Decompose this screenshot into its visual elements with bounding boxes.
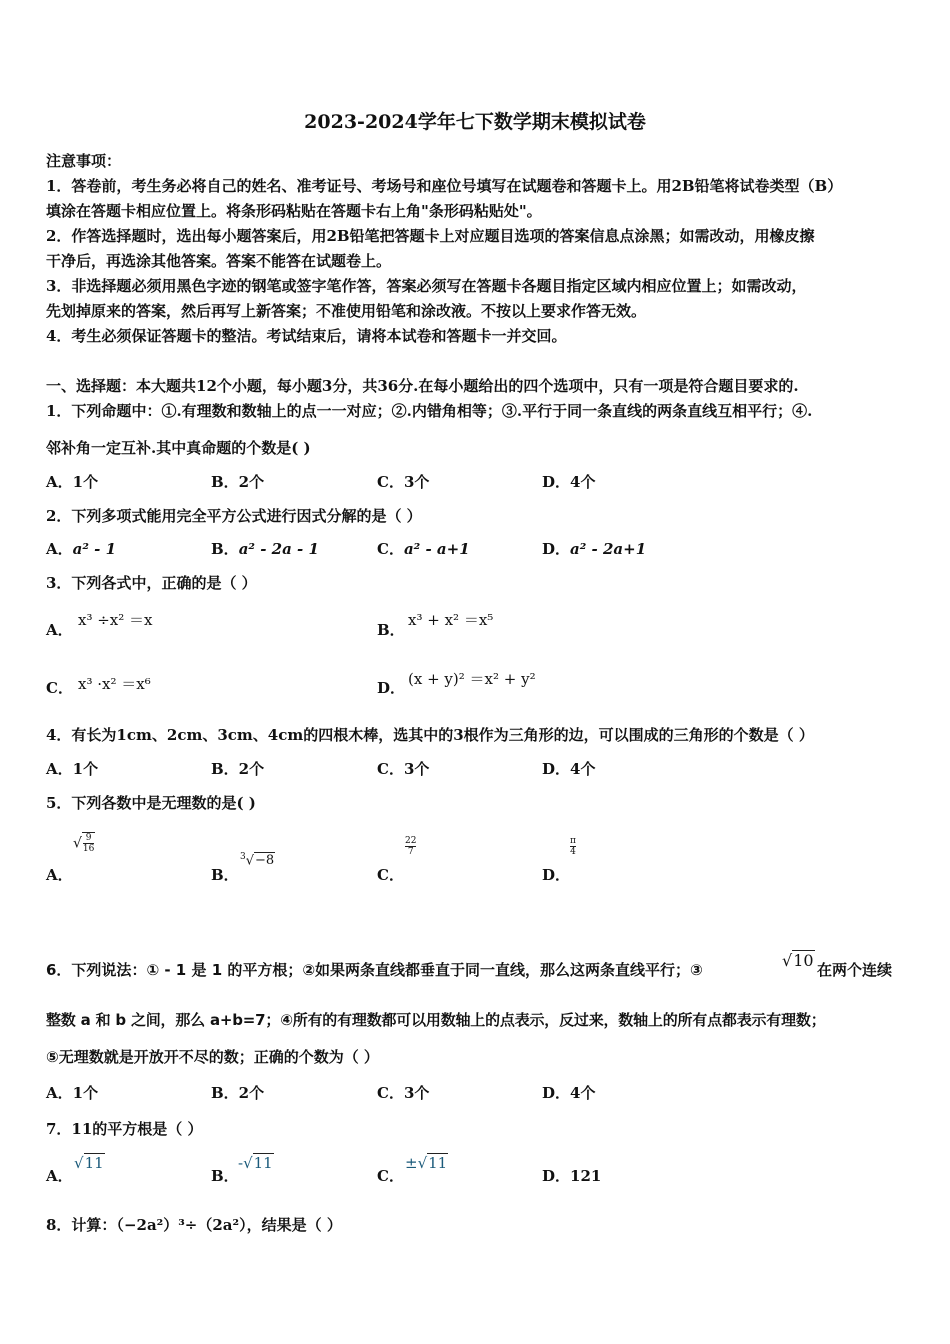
option-expr: a² - 2a - 1 [238, 540, 319, 558]
fraction-numerator: π [570, 836, 576, 846]
question-6-stem: 整数 a 和 b 之间，那么 a+b=7；④所有的有理数都可以用数轴上的点表示，反过来，数轴上的所有点都表示有理数； [46, 1011, 826, 1029]
question-6-stem: ⑤无理数就是开放开不尽的数；正确的个数为（ ） [46, 1048, 379, 1066]
option-c [377, 539, 470, 559]
notice-line: 干净后，再选涂其他答案。答案不能答在试题卷上。 [46, 252, 392, 270]
notice-line: 1．答卷前，考生务必将自己的姓名、准考证号、考场号和座位号填写在试题卷和答题卡上。用2B铅笔将试卷类型（B） [46, 177, 843, 195]
option-d: D．4个 [542, 1084, 596, 1102]
fraction-numerator: 9 [83, 833, 94, 844]
option-a-expr: √ $\frac{9}{16}$ [73, 833, 95, 854]
option-c-label: C． [377, 1167, 404, 1185]
sign: ± [405, 1154, 418, 1172]
option-a [46, 539, 116, 559]
option-a-expr: √11 [74, 1154, 104, 1172]
notice-line: 填涂在答题卡相应位置上。将条形码粘贴在答题卡右上角"条形码粘贴处"。 [46, 202, 542, 220]
option-c: C．3个 [377, 1084, 430, 1102]
option-c: C．3个 [377, 760, 430, 778]
radicand: −8 [255, 853, 275, 869]
option-label: C． [377, 540, 404, 558]
fraction-denominator: 16 [82, 844, 95, 854]
option-d-label: D． [377, 679, 406, 697]
option-expr: a² - 2a+1 [570, 540, 647, 558]
question-6-stem: 6．下列说法：① - 1 是 1 的平方根；②如果两条直线都垂直于同一直线，那么这两条直线平行；③ [46, 961, 703, 979]
sqrt-10-expr: √10 [782, 951, 814, 970]
option-label: B． [211, 540, 239, 558]
option-b-expr: -√11 [238, 1154, 273, 1172]
option-d: D．4个 [542, 760, 596, 778]
option-a: A．1个 [46, 760, 99, 778]
option-b [211, 539, 319, 559]
option-b-label: B． [211, 866, 239, 884]
option-d [542, 539, 646, 559]
option-expr: a² - a+1 [403, 540, 470, 558]
sign: - [238, 1154, 244, 1172]
notice-heading: 注意事项： [46, 152, 122, 170]
fraction-denominator: 7 [407, 847, 414, 857]
option-a-label: A． [46, 621, 73, 639]
fraction-denominator: 4 [570, 847, 576, 857]
question-8-stem: 8．计算：（−2a²）³÷（2a²），结果是（ ） [46, 1216, 342, 1234]
question-2-stem: 2．下列多项式能用完全平方公式进行因式分解的是（ ） [46, 507, 422, 525]
question-4-stem: 4．有长为1cm、2cm、3cm、4cm的四根木棒，选其中的3根作为三角形的边，可以围成的三角形的个数是（ ） [46, 726, 814, 744]
option-a: A．1个 [46, 1084, 99, 1102]
option-d: D．4个 [542, 473, 596, 491]
option-c-expr [405, 836, 416, 857]
option-d-expr: (x + y)² ＝x² + y² [408, 670, 536, 688]
option-c-label: C． [46, 679, 73, 697]
option-d-label: D． [542, 866, 571, 884]
notice-line: 2．作答选择题时，选出每小题答案后，用2B铅笔把答题卡上对应题目选项的答案信息点涂黑；如需改动，用橡皮擦 [46, 227, 815, 245]
option-a-expr: x³ ÷x² ＝x [78, 611, 153, 629]
option-c-expr: x³ ·x² ＝x⁶ [78, 675, 151, 693]
option-b: B．2个 [211, 1084, 265, 1102]
question-5-stem: 5．下列各数中是无理数的是( ) [46, 794, 256, 812]
option-a-label: A． [46, 1167, 73, 1185]
notice-line: 先划掉原来的答案，然后再写上新答案；不准使用铅笔和涂改液。不按以上要求作答无效。 [46, 302, 647, 320]
option-d-expr [570, 836, 576, 857]
option-b-label: B． [211, 1167, 239, 1185]
radicand: 11 [428, 1154, 448, 1172]
option-b-label: B． [377, 621, 405, 639]
option-c-label: C． [377, 866, 404, 884]
option-a: A．1个 [46, 473, 99, 491]
option-label: D． [542, 540, 571, 558]
option-b-expr: $^3$√−8 [240, 852, 275, 869]
radicand: 11 [253, 1154, 273, 1172]
notice-line: 3．非选择题必须用黑色字迹的钢笔或签字笔作答，答案必须写在答题卡各题目指定区域内相应位置上；如需改动， [46, 277, 807, 295]
question-1-stem: 1．下列命题中：①.有理数和数轴上的点一一对应；②.内错角相等；③.平行于同一条直线的两条直线互相平行；④. [46, 402, 813, 420]
page-title: 2023-2024学年七下数学期末模拟试卷 [304, 111, 646, 133]
option-b-expr: x³ + x² ＝x⁵ [408, 611, 494, 629]
option-c-expr: ±√11 [405, 1154, 448, 1172]
radicand: 11 [84, 1154, 104, 1172]
option-b: B．2个 [211, 473, 265, 491]
option-a-label: A． [46, 866, 73, 884]
question-3-stem: 3．下列各式中，正确的是（ ） [46, 574, 257, 592]
question-7-stem: 7．11的平方根是（ ） [46, 1120, 203, 1138]
question-6-stem: 在两个连续 [817, 961, 893, 979]
option-c: C．3个 [377, 473, 430, 491]
option-d: D．121 [542, 1167, 602, 1185]
option-b: B．2个 [211, 760, 265, 778]
root-index: 3 [240, 852, 246, 862]
question-1-stem: 邻补角一定互补.其中真命题的个数是( ) [46, 439, 311, 457]
fraction-numerator: 22 [405, 836, 417, 846]
radicand: 10 [793, 951, 814, 970]
section-heading: 一、选择题：本大题共12个小题，每小题3分，共36分.在每小题给出的四个选项中，只有一项是符合题目要求的. [46, 377, 799, 395]
notice-line: 4．考生必须保证答题卡的整洁。考试结束后，请将本试卷和答题卡一并交回。 [46, 327, 567, 345]
option-expr: a² - 1 [72, 540, 117, 558]
option-label: A． [46, 540, 73, 558]
